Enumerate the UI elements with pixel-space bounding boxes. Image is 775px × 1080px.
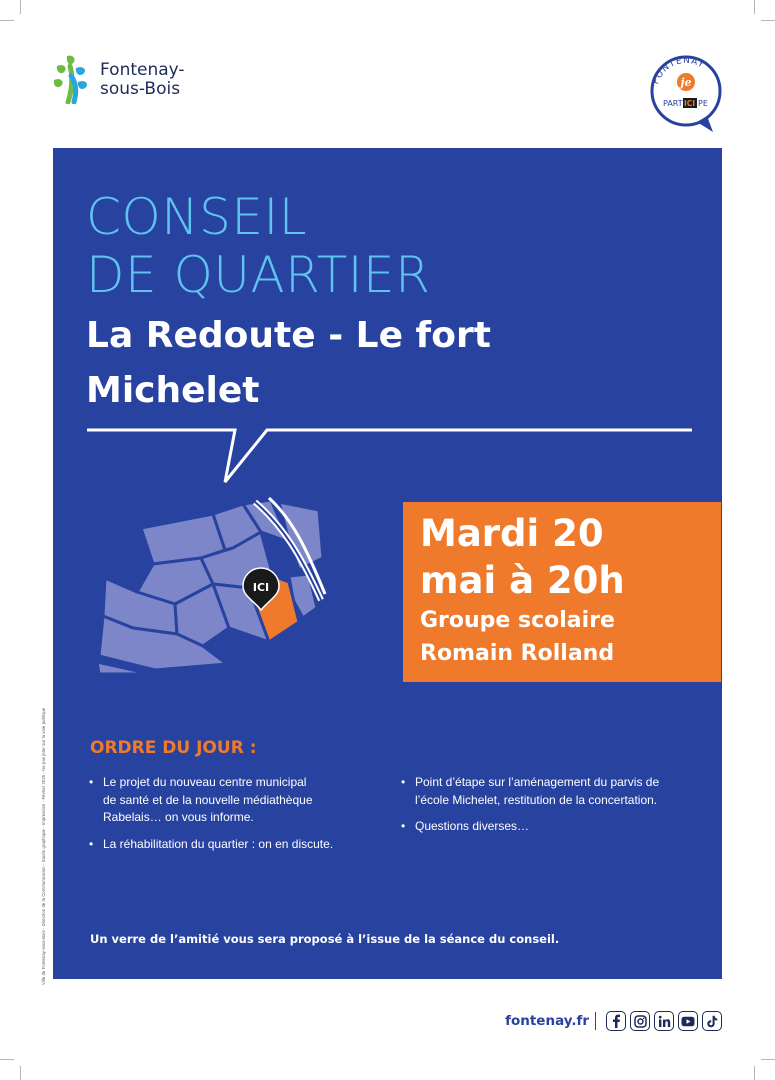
crop-mark: [761, 20, 775, 21]
agenda-item: [400, 818, 710, 836]
linkedin-icon[interactable]: [654, 1011, 674, 1031]
tiktok-icon[interactable]: [702, 1011, 722, 1031]
crop-mark: [0, 1059, 14, 1060]
badge-highlight: ICI: [684, 99, 696, 108]
speech-bubble-line: [87, 424, 692, 486]
agenda-title: ORDRE DU JOUR :: [90, 738, 257, 758]
poster-panel: [53, 148, 722, 979]
print-credit: Ville de Fontenay-sous-Bois - Direction de la Communication - Studio graphique - Impression - Février 2025 - Ne pas jeter sur la voie publique: [41, 707, 46, 985]
logo-line-2: sous-Bois: [100, 79, 181, 99]
event-date-line-2: mai à 20h: [420, 559, 625, 602]
facebook-icon[interactable]: [606, 1011, 626, 1031]
crop-mark: [754, 1066, 755, 1080]
agenda-item-line: l’école Michelet, restitution de la concertation.: [415, 792, 658, 807]
footer-links: [505, 1009, 722, 1033]
event-venue: [420, 604, 615, 670]
agenda-item: [88, 836, 378, 854]
city-logo-text: [100, 61, 185, 99]
badge-end-text: PE: [698, 99, 708, 108]
neighborhood-map: [93, 496, 353, 676]
agenda-item-line: • Point d’étape sur l’aménagement du parvis de: [415, 775, 660, 789]
badge-bottom-text: PART: [663, 99, 683, 108]
agenda-item-line: de santé et de la nouvelle médiathèque: [103, 792, 313, 807]
crop-mark: [20, 1066, 21, 1080]
crop-mark: [20, 0, 21, 14]
agenda-item: [88, 774, 378, 827]
logo-line-1: Fontenay-: [100, 60, 185, 80]
badge-word: je: [680, 76, 692, 89]
venue-line-2: Romain Rolland: [420, 641, 615, 666]
reception-note: Un verre de l’amitié vous sera proposé à l’issue de la séance du conseil.: [90, 932, 560, 946]
city-logo-mark-icon: [52, 52, 94, 104]
subtitle-line-1: La Redoute - Le fort: [86, 315, 491, 356]
event-date-line-1: Mardi 20: [420, 512, 604, 555]
agenda-right-column: [400, 774, 710, 845]
agenda-item-line: • Le projet du nouveau centre municipal: [103, 775, 307, 789]
agenda-left-column: [88, 774, 378, 862]
agenda-item-line: • Questions diverses…: [415, 819, 530, 833]
neighborhood-name: [86, 308, 491, 418]
event-info-box: [403, 502, 721, 682]
je-participe-badge: [647, 52, 725, 132]
title-line-1: CONSEIL: [86, 188, 308, 246]
agenda-item-line: Rabelais… on vous informe.: [103, 810, 254, 824]
crop-mark: [0, 20, 14, 21]
footer-separator: [595, 1012, 596, 1030]
badge-top-text: FONTENAY: [651, 55, 707, 86]
youtube-icon[interactable]: [678, 1011, 698, 1031]
poster-title: [86, 188, 430, 304]
crop-mark: [761, 1059, 775, 1060]
subtitle-line-2: Michelet: [86, 370, 260, 411]
map-marker-label: ICI: [252, 581, 270, 594]
agenda-item: [400, 774, 710, 809]
instagram-icon[interactable]: [630, 1011, 650, 1031]
city-logo: [52, 52, 212, 108]
website-link[interactable]: fontenay.fr: [505, 1013, 589, 1029]
crop-mark: [754, 0, 755, 14]
title-line-2: DE QUARTIER: [86, 246, 431, 304]
venue-line-1: Groupe scolaire: [420, 608, 615, 633]
agenda-item-line: • La réhabilitation du quartier : on en discute.: [103, 836, 334, 851]
